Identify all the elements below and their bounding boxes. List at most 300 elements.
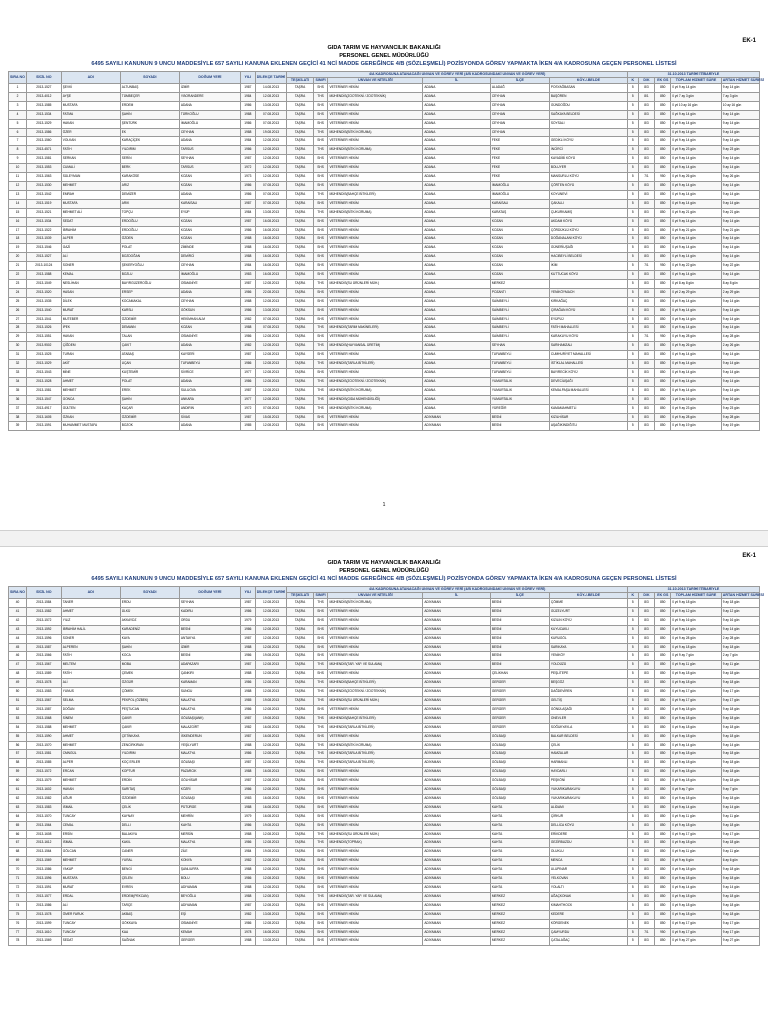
table-cell: 850 (655, 84, 671, 93)
table-cell: GERGER (490, 688, 549, 697)
table-cell: 5 (627, 866, 638, 875)
table-cell: 07.08.2013 (255, 110, 287, 119)
table-cell: 1983 (240, 271, 255, 280)
table-cell: DİLEK (61, 297, 120, 306)
table-cell: 5 (627, 306, 638, 315)
table-cell: KARAİSALI (179, 199, 240, 208)
table-cell: 12.08.2013 (255, 279, 287, 288)
table-cell: 2013-1529 (26, 360, 61, 369)
table-cell: 2013-1599 (26, 919, 61, 928)
table-cell: 5 (627, 422, 638, 431)
table-cell: 2 ay 26 gün (721, 342, 759, 351)
table-cell: 9 ay 14 gün (721, 199, 759, 208)
table-cell: 0 yıl 9 ay 14 gün (671, 164, 722, 173)
table-cell: 850 (655, 714, 671, 723)
table-cell: 1977 (240, 395, 255, 404)
table-cell: MÜHENDİS(TAR. YAP. VE SULAMA) (328, 661, 423, 670)
table-cell: 36 (9, 395, 27, 404)
table-cell: YOLDÜZÜ (549, 661, 627, 670)
table-cell: 2013-1540 (26, 306, 61, 315)
table-cell: AYŞE (61, 92, 120, 101)
table-cell: ADANA (423, 360, 490, 369)
table-cell: 850 (655, 342, 671, 351)
table-cell: ADANA (423, 253, 490, 262)
table-cell: ADIYAMAN (423, 634, 490, 643)
table-cell: 68 (9, 848, 27, 857)
table-cell: ADANA (423, 351, 490, 360)
table-cell: GELTİŞ (549, 696, 627, 705)
table-cell: MÜHENDİS(ZOOTEKNİ / ZOOTEKNİK) (328, 688, 423, 697)
table-cell: THS (313, 696, 328, 705)
table-cell: ADANA (423, 217, 490, 226)
table-cell: 5 (627, 119, 638, 128)
table-cell: GÜNDOĞDU (549, 101, 627, 110)
table-cell: 1987 (240, 732, 255, 741)
table-cell: VETERİNER HEKİM (328, 803, 423, 812)
table-cell: 7/1 (638, 333, 655, 342)
table-cell: GÖLHİSAR (179, 777, 240, 786)
table-cell: 2013-1579 (26, 777, 61, 786)
table-cell: VETERİNER HEKİM (328, 244, 423, 253)
table-row (9, 705, 760, 714)
table-cell: 8/3 (638, 279, 655, 288)
table-cell: THS (313, 741, 328, 750)
table-cell: SHS (313, 848, 328, 857)
table-cell: 950 (655, 262, 671, 271)
table-cell: 0 yıl 9 ay 17 gün (671, 919, 722, 928)
table-row (9, 643, 760, 652)
table-cell: TAŞRA (287, 84, 313, 93)
table-cell: VETERİNER HEKİM (328, 119, 423, 128)
table-cell: MÜHENDİS(TOPRAK) (328, 839, 423, 848)
table-cell: 5 (627, 777, 638, 786)
table-cell: VETERİNER HEKİM (328, 226, 423, 235)
table-cell: 45 (9, 643, 27, 652)
table-cell: VETERİNER HEKİM (328, 164, 423, 173)
table-cell: 42 (9, 616, 27, 625)
table-cell: MÜHENDİS(BİTKİ KORUMA) (328, 741, 423, 750)
table-cell: 55 (9, 732, 27, 741)
table-cell: 19.08.2013 (255, 696, 287, 705)
table-cell: 0 yıl 9 ay 17 gün (671, 696, 722, 705)
table-cell: 8/3 (638, 634, 655, 643)
table-cell: 1986 (240, 607, 255, 616)
table-cell: 16.08.2013 (255, 723, 287, 732)
group-date-header: 31.10.2013 TARİHİ İTİBARİYLE (627, 72, 759, 78)
table-cell: 60 (9, 777, 27, 786)
table-cell: 2013-1605 (26, 413, 61, 422)
table-cell: ONEVLER (549, 714, 627, 723)
table-cell: VETERİNER HEKİM (328, 848, 423, 857)
table-row (9, 306, 760, 315)
table-cell: 1986 (240, 377, 255, 386)
table-row (9, 661, 760, 670)
table-cell: SHS (313, 369, 328, 378)
table-cell: 2013-1596 (26, 875, 61, 884)
table-cell: ŞENTÜRK (120, 119, 179, 128)
table-cell: 1984 (240, 92, 255, 101)
table-cell: ADANA (423, 404, 490, 413)
table-cell: VETERİNER HEKİM (328, 670, 423, 679)
table-cell: 8/3 (638, 670, 655, 679)
table-cell: EŞİ (179, 910, 240, 919)
table-cell: CMNGÜL (61, 750, 120, 759)
table-cell: 0 yıl 9 ay 7 gün (671, 786, 722, 795)
table-cell: EREK (120, 386, 179, 395)
table-cell: 950 (655, 173, 671, 182)
table-cell: VOLKAN (61, 137, 120, 146)
table-cell: 12.08.2013 (255, 919, 287, 928)
table-cell: 0 yıl 9 ay 19 gün (671, 422, 722, 431)
table-cell: 5 (627, 607, 638, 616)
table-cell: SHS (313, 164, 328, 173)
table-cell: 8/3 (638, 253, 655, 262)
table-cell: 8/3 (638, 404, 655, 413)
table-cell: 1988 (240, 670, 255, 679)
table-row (9, 884, 760, 893)
table-cell: ERSEP (120, 288, 179, 297)
table-cell: FEKE (490, 155, 549, 164)
table-cell: SHS (313, 607, 328, 616)
table-row (9, 146, 760, 155)
table-cell: 5 (627, 360, 638, 369)
table-cell: 16.08.2013 (255, 271, 287, 280)
table-cell: TUNCAY (61, 812, 120, 821)
table-cell: TAŞRA (287, 217, 313, 226)
table-cell: TAŞRA (287, 670, 313, 679)
table-cell: GÖLBAŞI (490, 750, 549, 759)
table-cell: SARITAŞ (120, 786, 179, 795)
table-cell: 850 (655, 812, 671, 821)
table-cell: 2013-1563 (26, 173, 61, 182)
table-cell: 14 (9, 199, 27, 208)
table-cell: 65 (9, 821, 27, 830)
table-cell: 9 ay 18 gün (721, 759, 759, 768)
table-cell: 2013-1564 (26, 848, 61, 857)
table-cell: 8/3 (638, 661, 655, 670)
table-cell: TAŞRA (287, 910, 313, 919)
col-k: K (627, 593, 638, 599)
table-cell: KIRKAĞAÇ (549, 297, 627, 306)
table-cell: 2013-1608 (26, 830, 61, 839)
table-row (9, 315, 760, 324)
table-cell: 9 ay 7 gün (721, 786, 759, 795)
table-cell: 0 yıl 9 ay 18 gün (671, 723, 722, 732)
table-cell: TAŞRA (287, 173, 313, 182)
table-row (9, 235, 760, 244)
table-cell: ADIYAMAN (179, 884, 240, 893)
table-cell: 5 (627, 901, 638, 910)
table-cell: 5 (627, 190, 638, 199)
table-cell: SERKAN (61, 155, 120, 164)
table-cell: 0 yıl 9 ay 14 gün (671, 84, 722, 93)
table-cell: KAHTA (179, 821, 240, 830)
table-cell: 1986 (240, 839, 255, 848)
table-cell: KAHTA (490, 821, 549, 830)
table-cell: ADANA (423, 146, 490, 155)
table-cell: TAŞRA (287, 732, 313, 741)
table-cell: 5 (627, 413, 638, 422)
table-row (9, 369, 760, 378)
table-cell: ADANA (423, 279, 490, 288)
table-cell: MEHMET (61, 723, 120, 732)
table-cell: DAĞDEVİREN (549, 688, 627, 697)
table-cell: MURAT (61, 306, 120, 315)
table-cell: 850 (655, 146, 671, 155)
table-cell: 1987 (240, 901, 255, 910)
table-cell: TAŞRA (287, 92, 313, 101)
table-cell: KAHTA (490, 884, 549, 893)
table-cell: AKDAM KÖYÜ (549, 217, 627, 226)
table-cell: 0 yıl 9 ay 14 gün (671, 253, 722, 262)
table-row (9, 413, 760, 422)
table-cell: 5 (627, 226, 638, 235)
table-cell: 2013-1567 (26, 696, 61, 705)
table-cell: 44 (9, 634, 27, 643)
table-cell: 39 (9, 422, 27, 431)
table-cell: 12.08.2013 (255, 607, 287, 616)
table-cell: 850 (655, 208, 671, 217)
table-cell: 850 (655, 634, 671, 643)
table-cell: ÇIRAĞAN KÖYÜ (549, 306, 627, 315)
table-cell: KADIRLI (179, 607, 240, 616)
table-cell: 27 (9, 315, 27, 324)
table-cell: 1982 (240, 723, 255, 732)
table-row (9, 101, 760, 110)
table-cell: KARATAŞ (490, 208, 549, 217)
table-cell: YAKUP (61, 866, 120, 875)
table-cell: EK (120, 128, 179, 137)
table-cell: 9 ay 18 gün (721, 794, 759, 803)
table-cell: KOZAN (179, 324, 240, 333)
table-cell: 0 yıl 9 ay 18 gün (671, 759, 722, 768)
table-cell: 78 (9, 937, 27, 946)
table-cell: 12.08.2013 (255, 661, 287, 670)
table-cell: 850 (655, 679, 671, 688)
table-cell: TAŞRA (287, 101, 313, 110)
table-cell: 1986 (240, 919, 255, 928)
table-cell: KEMAH (179, 928, 240, 937)
table-cell: GÖKKAYA (120, 919, 179, 928)
table-cell: 12.08.2013 (255, 875, 287, 884)
table-cell: 8/3 (638, 848, 655, 857)
table-cell: TAŞRA (287, 875, 313, 884)
table-row (9, 199, 760, 208)
table-cell: 8/3 (638, 875, 655, 884)
table-cell: THS (313, 324, 328, 333)
table-cell: ALADAĞ (490, 84, 549, 93)
table-cell: 850 (655, 279, 671, 288)
table-cell: ERDEM (120, 101, 179, 110)
table-cell: MUSTAFA (61, 101, 120, 110)
table-cell: ADIYAMAN (423, 599, 490, 608)
table-cell: 6 ay 6 gün (721, 857, 759, 866)
table-cell: 9 ay 26 gün (721, 173, 759, 182)
table-cell: BALKAR BELDESİ (549, 732, 627, 741)
table-cell: VETERİNER HEKİM (328, 101, 423, 110)
table-cell: TAŞRA (287, 937, 313, 946)
table-cell: TAŞRA (287, 137, 313, 146)
table-cell: YURAL (120, 857, 179, 866)
table-cell: TAŞRA (287, 794, 313, 803)
table-cell: ERİKDERE (549, 830, 627, 839)
table-cell: ADIYAMAN (423, 777, 490, 786)
table-cell: 9 ay 22 gün (721, 262, 759, 271)
table-cell: CEYHAN (490, 119, 549, 128)
table-cell: 2 ay 7 gün (721, 652, 759, 661)
table-cell: YUKARIKARAKUYU (549, 794, 627, 803)
table-cell: 0 yıl 9 ay 14 gün (671, 803, 722, 812)
table-cell: THS (313, 92, 328, 101)
table-cell: 9 ay 18 gün (721, 750, 759, 759)
table-cell: VETERİNER HEKİM (328, 812, 423, 821)
table-cell: 8/3 (638, 705, 655, 714)
table-cell: 8/3 (638, 777, 655, 786)
table-cell: MOBA (120, 661, 179, 670)
table-cell: 1987 (240, 634, 255, 643)
table-cell: 0 yıl 9 ay 14 gün (671, 741, 722, 750)
table-cell: TAŞRA (287, 351, 313, 360)
table-cell: 8/3 (638, 190, 655, 199)
table-cell: MÜHENDİS(ZOOTEKNİ / ZOOTEKNİK) (328, 92, 423, 101)
table-cell: ÇELİK (549, 741, 627, 750)
table-cell: 2013-4012 (26, 92, 61, 101)
table-cell: 850 (655, 386, 671, 395)
table-cell: 850 (655, 910, 671, 919)
table-cell: 2013-1526 (26, 324, 61, 333)
table-cell: İZMİR (179, 84, 240, 93)
table-cell: 23 (9, 279, 27, 288)
table-cell: MÜHENDİS(TAR. YAP. VE SULAMA) (328, 892, 423, 901)
table-cell: PÜTÜRGE (179, 803, 240, 812)
table-cell: 12.08.2013 (255, 386, 287, 395)
table-cell: SHS (313, 821, 328, 830)
table-cell: 12.08.2013 (255, 351, 287, 360)
table-cell: 5 (627, 643, 638, 652)
table-cell: 850 (655, 875, 671, 884)
table-cell: 8/3 (638, 652, 655, 661)
personnel-table-wrapper (8, 586, 764, 946)
table-cell: GERGER (490, 723, 549, 732)
table-cell: 12.08.2013 (255, 892, 287, 901)
table-cell: FATİH (61, 146, 120, 155)
table-cell: VETERİNER HEKİM (328, 199, 423, 208)
table-cell: 850 (655, 777, 671, 786)
table-row (9, 271, 760, 280)
table-row (9, 777, 760, 786)
table-cell: THS (313, 839, 328, 848)
table-cell: 2013-1585 (26, 101, 61, 110)
table-cell: 9 ay 12 gün (721, 607, 759, 616)
table-cell: TAŞRA (287, 146, 313, 155)
table-cell: SHS (313, 884, 328, 893)
table-cell: 2013-1549 (26, 279, 61, 288)
table-cell: TAŞRA (287, 342, 313, 351)
table-cell: 850 (655, 732, 671, 741)
table-cell: 2013-1588 (26, 271, 61, 280)
table-cell: 5 (627, 271, 638, 280)
table-cell: 850 (655, 306, 671, 315)
table-cell: 8/3 (638, 750, 655, 759)
table-cell: SAİMBEYLİ (490, 306, 549, 315)
table-cell: 8/3 (638, 146, 655, 155)
table-cell: 9 ay 19 gün (721, 422, 759, 431)
table-cell: KOCAMAKAL (120, 297, 179, 306)
table-cell: VETERİNER HEKİM (328, 422, 423, 431)
table-cell: KAHTA (490, 857, 549, 866)
table-cell: 16.08.2013 (255, 928, 287, 937)
table-cell: FATİH (61, 670, 120, 679)
table-cell: SAİMBEYLİ (490, 333, 549, 342)
table-row (9, 253, 760, 262)
table-cell: 1986 (240, 226, 255, 235)
table-cell: KÖZRİ (179, 786, 240, 795)
table-cell: 2013-1542 (26, 190, 61, 199)
table-cell: KURUGÖL (549, 634, 627, 643)
table-cell: DEMİZER (120, 190, 179, 199)
table-cell: ÇELİKHAN (490, 670, 549, 679)
table-cell: 1973 (240, 173, 255, 182)
table-cell: GÖLBAŞI (490, 759, 549, 768)
table-cell: ÜLKÜ (120, 607, 179, 616)
table-cell: KOZAN (179, 235, 240, 244)
table-cell: 850 (655, 705, 671, 714)
table-cell: 12.08.2013 (255, 679, 287, 688)
table-cell: TANER (61, 599, 120, 608)
table-cell: 0 yıl 9 ay 18 gün (671, 705, 722, 714)
table-cell: 9 ay 14 gün (721, 625, 759, 634)
table-cell: CUMHURİYET MAHALLESİ (549, 351, 627, 360)
col-teskilati: TEŞKİLATI (287, 593, 313, 599)
table-row (9, 937, 760, 946)
table-cell: SULUOVA (179, 386, 240, 395)
table-cell: 13.08.2013 (255, 101, 287, 110)
table-cell: 07.08.2013 (255, 199, 287, 208)
table-cell: MÜHENDİS(SU ÜRÜNLERİ MÜH.) (328, 830, 423, 839)
table-cell: VETERİNER HEKİM (328, 643, 423, 652)
table-cell: KOZAN (179, 173, 240, 182)
table-cell: 2013-1569 (26, 937, 61, 946)
list-title: 6495 SAYILI KANUNUN 9 UNCU MADDESİYLE 657 SAYILI KANUNA EKLENEN GEÇİCİ 41 NCİ MADDE GEREĞİNCE 4/B (SÖZLEŞMELİ) POZİSYONDA GÖREV YAPMAKTA İKEN 4/A KADROSUNA GEÇEN PERSONEL LİSTESİ (91, 576, 677, 582)
table-cell: 12.08.2013 (255, 884, 287, 893)
table-cell: 850 (655, 413, 671, 422)
table-cell: VETERİNER HEKİM (328, 181, 423, 190)
table-cell: MEHMET (61, 386, 120, 395)
table-cell: GÖLBAŞI (179, 759, 240, 768)
table-cell: 76 (9, 919, 27, 928)
table-cell: 41 (9, 607, 27, 616)
table-cell: SAİMBEYLİ (490, 297, 549, 306)
table-cell: SHS (313, 413, 328, 422)
table-cell: 2013-10124 (26, 262, 61, 271)
table-cell: AKKAYDZ (120, 616, 179, 625)
table-cell: 850 (655, 839, 671, 848)
table-cell: TAŞRA (287, 928, 313, 937)
table-cell: YUMURTALIK (490, 395, 549, 404)
table-cell: GÜNERİUŞAĞI (549, 244, 627, 253)
table-cell: 2013-1602 (26, 786, 61, 795)
table-cell: MALATYA (179, 839, 240, 848)
table-cell: TAŞRA (287, 199, 313, 208)
table-cell: 5 (627, 369, 638, 378)
table-cell: ÇAKIR (120, 714, 179, 723)
table-cell: 1982 (240, 857, 255, 866)
table-cell: GÖLBAŞI(ANK) (179, 714, 240, 723)
table-cell: MALAZGİRT (179, 723, 240, 732)
table-row (9, 866, 760, 875)
table-cell: 850 (655, 101, 671, 110)
table-cell: 1988 (240, 324, 255, 333)
